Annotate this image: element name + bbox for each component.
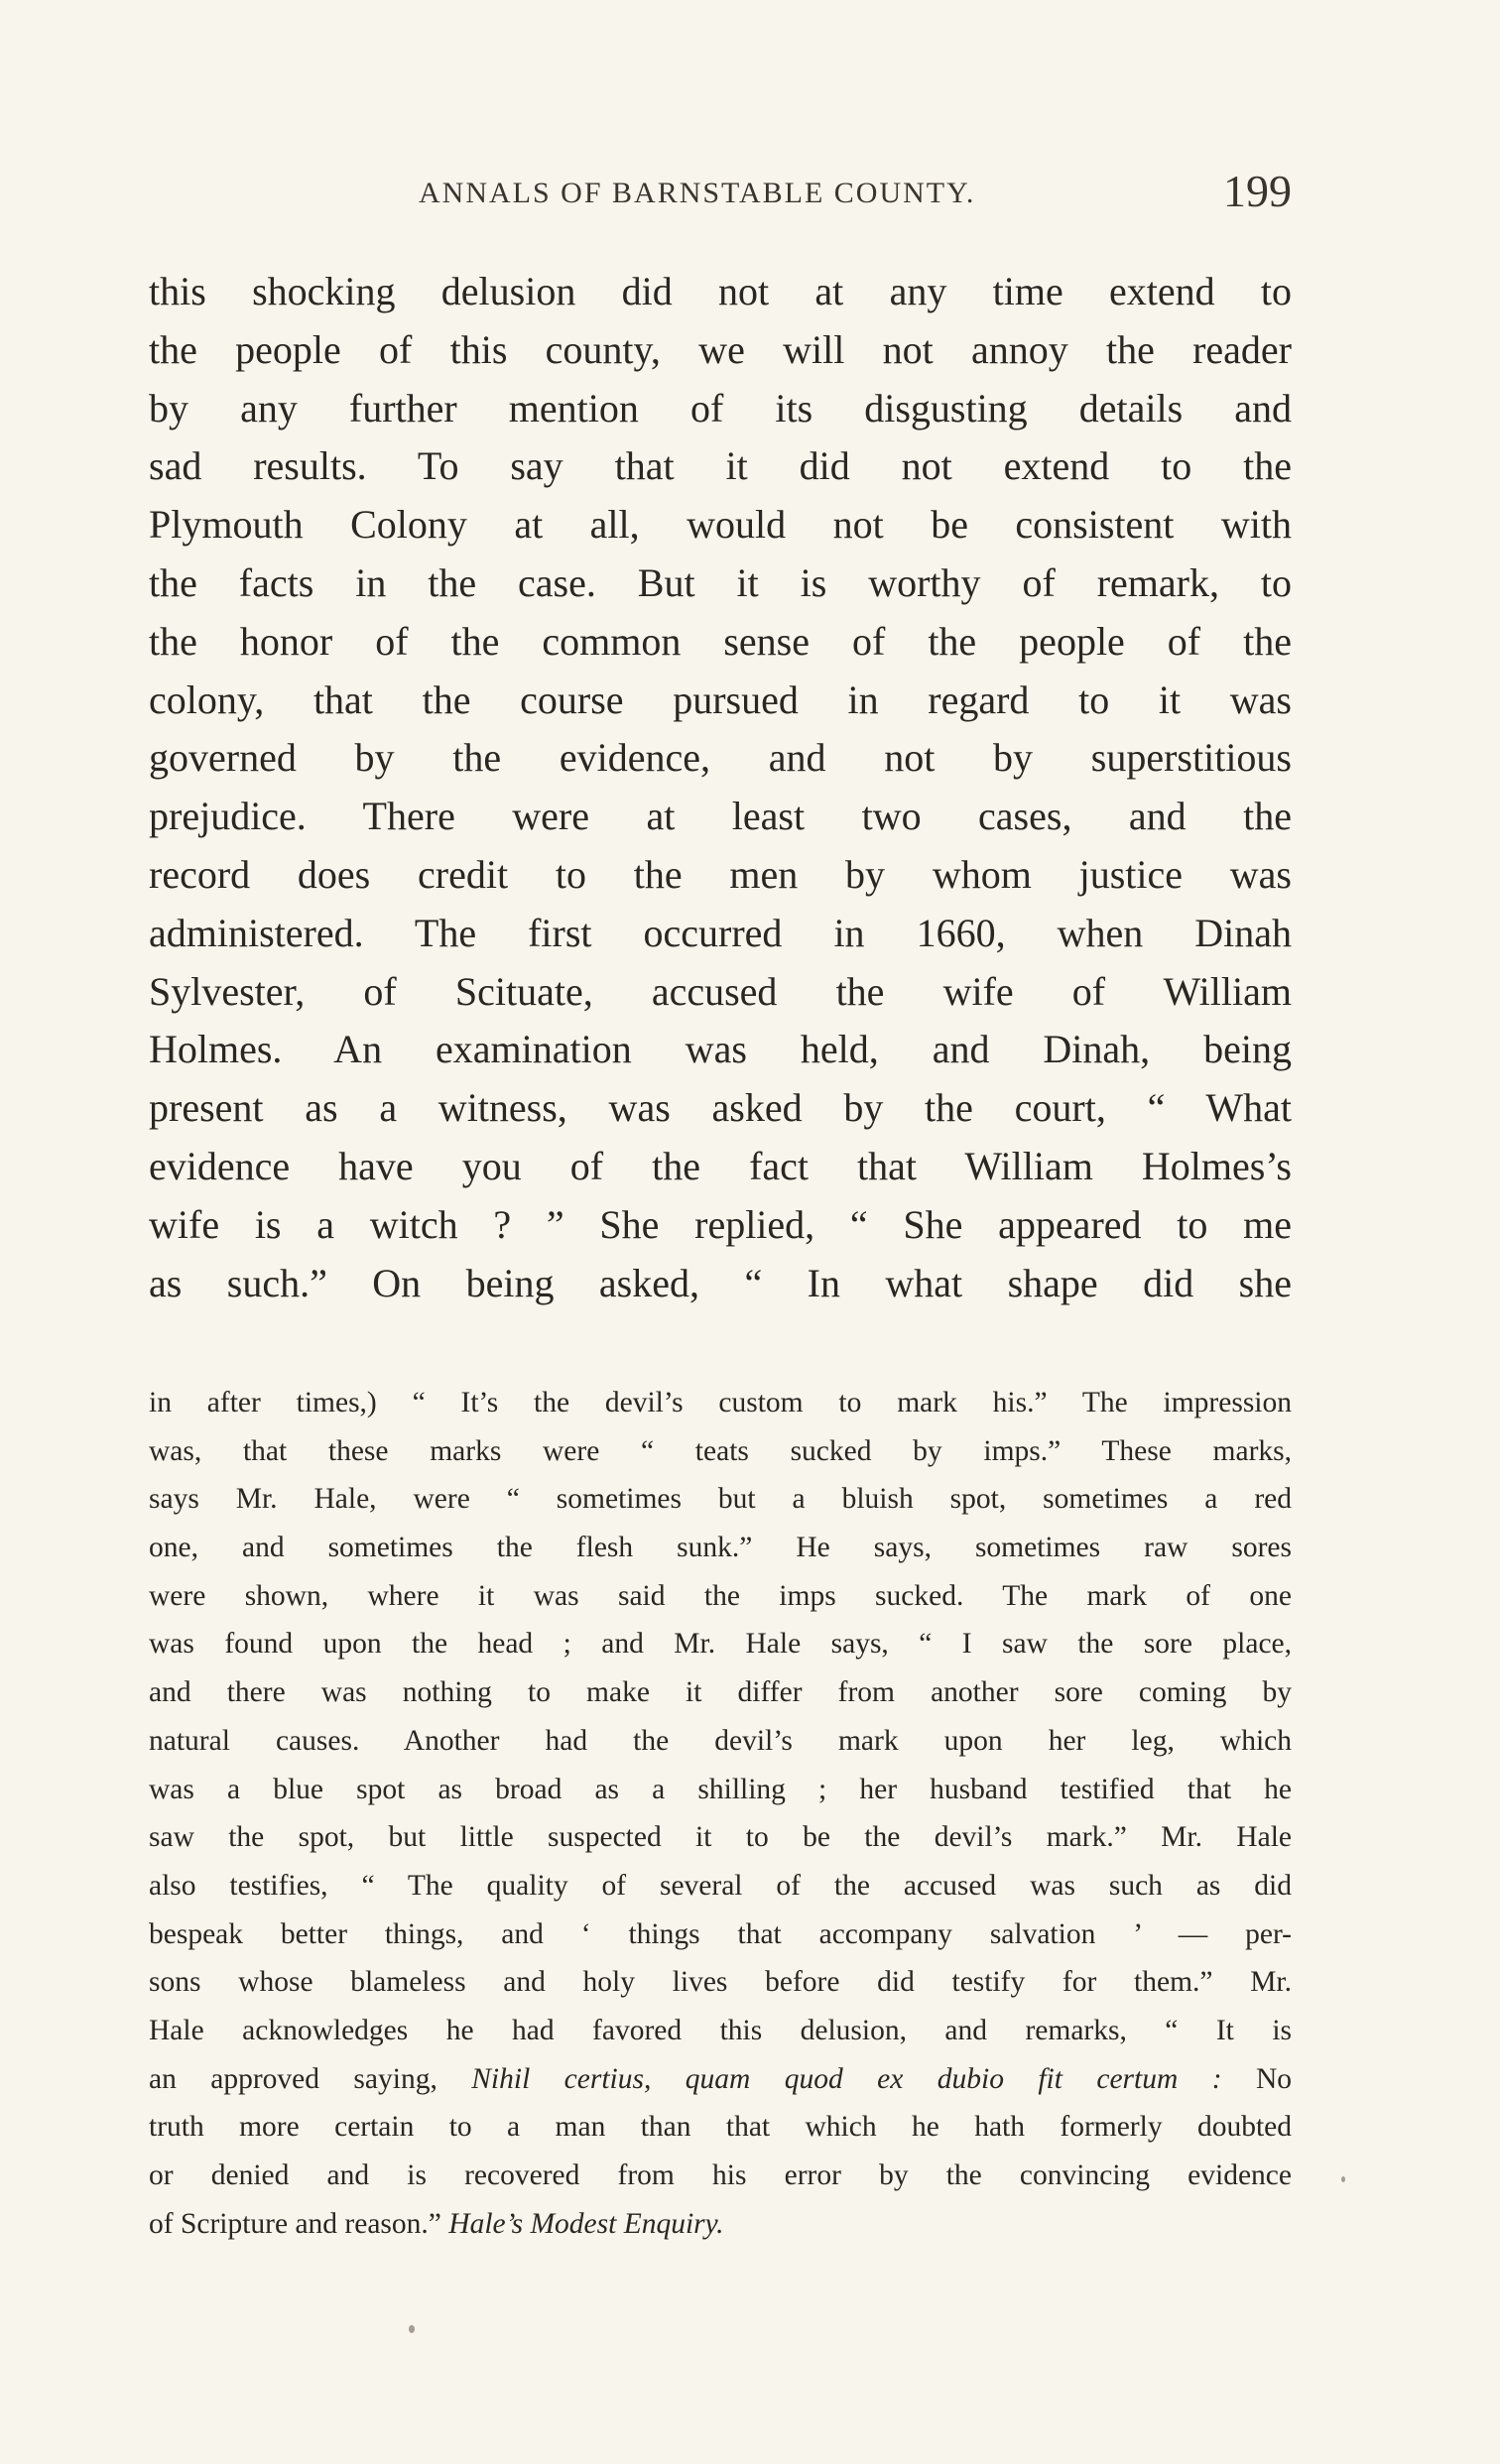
main-text-line: present as a witness, was asked by the court, “ What xyxy=(149,1085,1292,1131)
footnote-line: bespeak better things, and ‘ things that accompany salvation ’ — per- xyxy=(149,1917,1292,1950)
footnote-line: in after times,) “ It’s the devil’s custom to mark his.” The impression xyxy=(149,1387,1292,1418)
main-text-line: prejudice. There were at least two cases, and the xyxy=(149,794,1292,839)
main-text-line: this shocking delusion did not at any time extend to xyxy=(149,269,1292,313)
main-text-line: the people of this county, we will not annoy the reader xyxy=(149,326,1292,372)
footnote-line: were shown, where it was said the imps sucked. The mark of one xyxy=(149,1579,1292,1612)
main-text-line: as such.” On being asked, “ In what shape did she xyxy=(149,1260,1292,1305)
footnote-line: also testifies, “ The quality of several of the accused was such as did xyxy=(149,1869,1292,1902)
latin-quote: Nihil certius, quam quod ex dubio fit certum : xyxy=(471,2062,1222,2095)
footnote xyxy=(149,1379,1292,2248)
main-text-line: the honor of the common sense of the people of the xyxy=(149,618,1292,664)
main-text-line: administered. The first occurred in 1660, when Dinah xyxy=(149,910,1292,955)
footnote-line: one, and sometimes the flesh sunk.” He says, sometimes raw sores xyxy=(149,1532,1292,1564)
main-text-line: record does credit to the men by whom justice was xyxy=(149,851,1292,897)
main-text-line: evidence have you of the fact that William Holmes’s xyxy=(149,1143,1292,1188)
footnote-line: and there was nothing to make it differ from another sore coming by xyxy=(149,1676,1292,1709)
footnote-line: Hale acknowledges he had favored this delusion, and remarks, “ It is xyxy=(149,2014,1292,2046)
running-head: ANNALS OF BARNSTABLE COUNTY. xyxy=(419,177,976,209)
ink-speck xyxy=(409,2325,415,2333)
footnote-line: was found upon the head ; and Mr. Hale says, “ I saw the sore place, xyxy=(149,1628,1292,1661)
ink-speck xyxy=(1341,2176,1345,2182)
footnote-line: natural causes. Another had the devil’s mark upon her leg, which xyxy=(149,1724,1292,1757)
footnote-line: says Mr. Hale, were “ sometimes but a bluish spot, sometimes a red xyxy=(149,1483,1292,1516)
footnote-line-latin xyxy=(149,2055,1292,2104)
footnote-line: sons whose blameless and holy lives before did testify for them.” Mr. xyxy=(149,1966,1292,1999)
footnote-line: truth more certain to a man than that which he hath formerly doubted xyxy=(149,2111,1292,2144)
footnote-line: was, that these marks were “ teats sucked by imps.” These marks, xyxy=(149,1434,1292,1467)
main-text-line: sad results. To say that it did not extend to the xyxy=(149,443,1292,489)
main-text-line: Plymouth Colony at all, would not be consistent with xyxy=(149,502,1292,548)
main-text-line: Sylvester, of Scituate, accused the wife of William xyxy=(149,968,1292,1014)
main-text-line: Holmes. An examination was held, and Dinah, being xyxy=(149,1027,1292,1072)
main-text-line: the facts in the case. But it is worthy of remark, to xyxy=(149,559,1292,605)
page-header xyxy=(149,165,1292,220)
page-number: 199 xyxy=(1223,166,1292,216)
main-text-line: wife is a witch ? ” She replied, “ She appeared to me xyxy=(149,1201,1292,1247)
footnote-text: of Scripture and reason.” xyxy=(149,2207,449,2240)
main-text-line: by any further mention of its disgusting details and xyxy=(149,385,1292,431)
footnote-line: was a blue spot as broad as a shilling ; her husband testified that he xyxy=(149,1773,1292,1805)
footnote-line: saw the spot, but little suspected it to be the devil’s mark.” Mr. Hale xyxy=(149,1821,1292,1854)
main-text-line: colony, that the course pursued in regard to it was xyxy=(149,677,1292,722)
footnote-text: an approved saying, xyxy=(149,2062,472,2095)
footnote-text: No xyxy=(1221,2062,1293,2095)
footnote-line: or denied and is recovered from his error by the convincing evidence xyxy=(149,2159,1292,2191)
footnote-line-last xyxy=(149,2200,1292,2249)
main-text-line: governed by the evidence, and not by superstitious xyxy=(149,735,1292,781)
main-text xyxy=(149,263,1292,1312)
source-citation: Hale’s Modest Enquiry. xyxy=(448,2207,724,2240)
